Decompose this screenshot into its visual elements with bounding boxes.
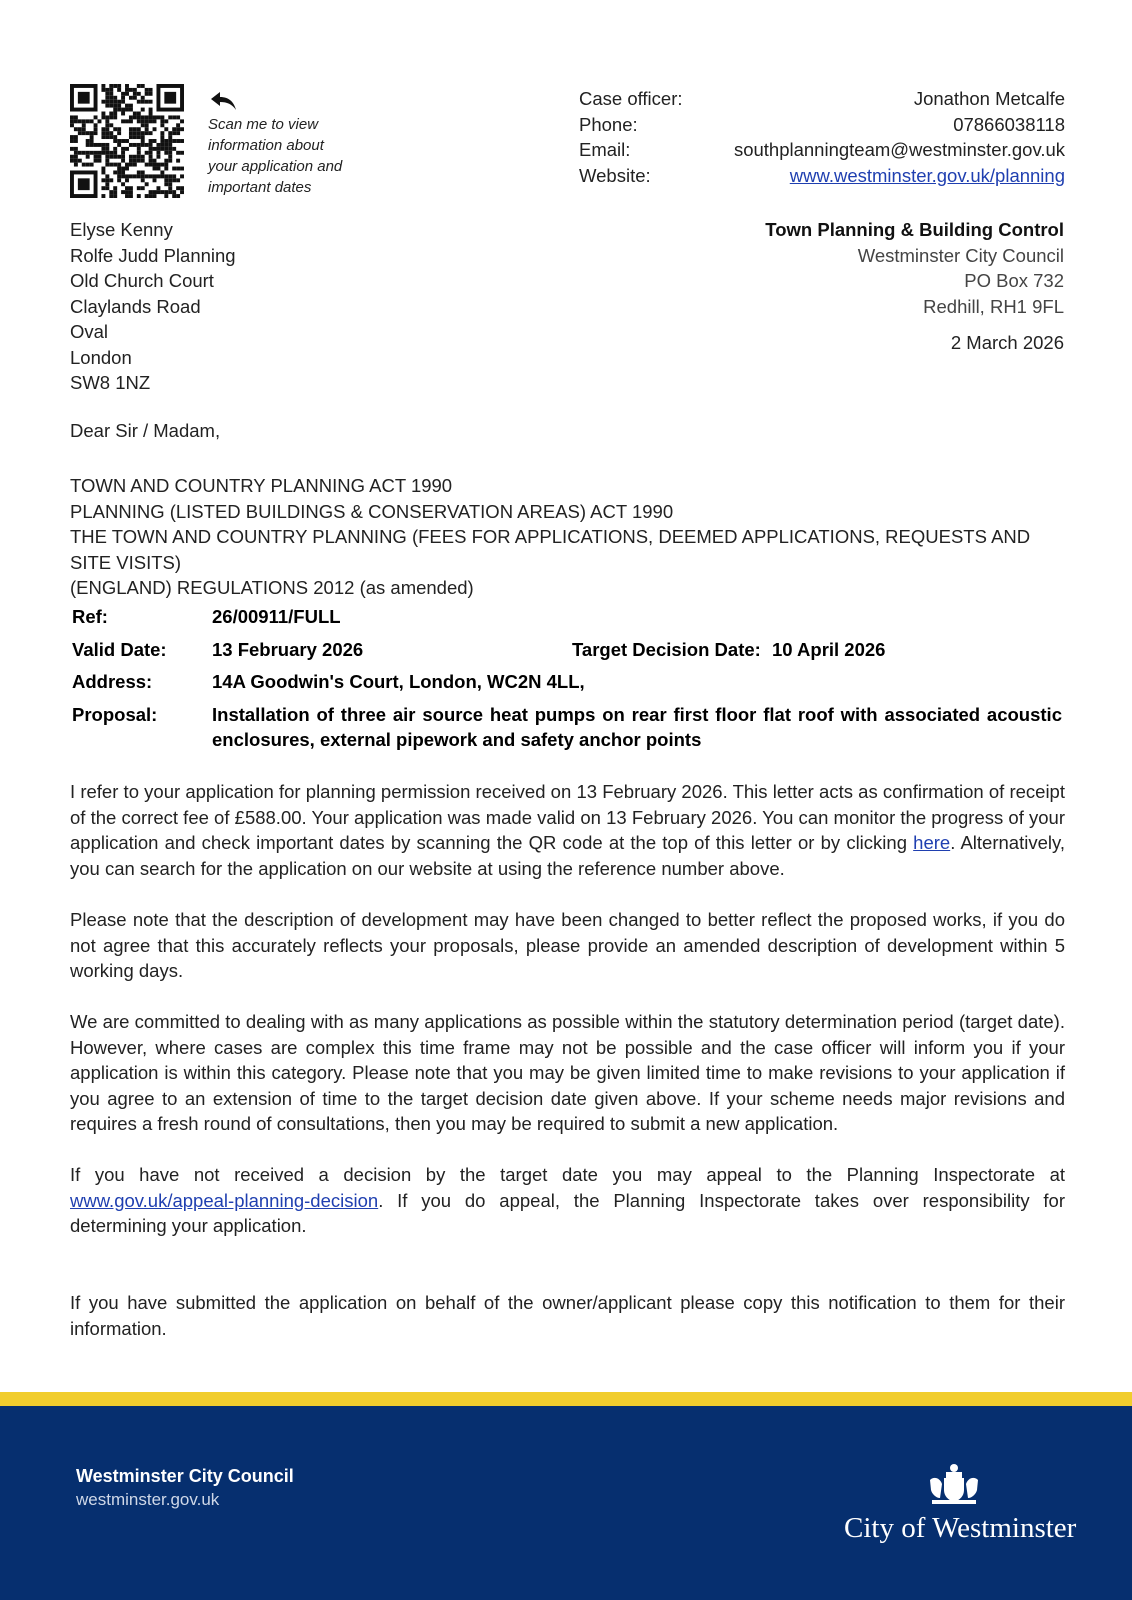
recipient-address [70,217,236,396]
contact-label: Case officer: [579,88,683,109]
footer-stripe [0,1392,1132,1406]
qr-caption-block [208,90,378,198]
details-row-dates [72,637,1062,663]
sender-line: PO Box 732 [964,270,1064,291]
case-officer-name: Jonathon Metcalfe [913,88,1065,109]
contact-label: Website: [579,164,651,186]
paragraph-text: If you have not received a decision by the target date you may appeal to the Planning Inspectorate at [70,1164,1065,1185]
website-link[interactable]: www.westminster.gov.uk/planning [789,164,1065,186]
qr-caption-line: your application and [208,158,343,175]
contact-row-website [579,163,1065,189]
appeal-link[interactable]: www.gov.uk/appeal-planning-decision [70,1189,379,1211]
city-of-westminster-logo: City of Westminster [844,1512,1077,1544]
contact-row-email [579,137,1065,163]
paragraph-appeal [70,1162,1065,1239]
target-date-value: 10 April 2026 [772,638,886,660]
paragraph-determination: We are committed to dealing with as many applications as possible within the statutory determination period (target date). However, where cases are complex this time frame may not be possible and the case officer will inform you if your application is within this category. Please note that you may be given limited time to make revisions to your application if you agree to an extension of time to the target decision date given above. If your scheme needs major revisions and requires a fresh round of consultations, then you may be required to submit a new application. [70,1011,1065,1134]
phone-number: 07866038118 [953,113,1065,135]
act-line: THE TOWN AND COUNTRY PLANNING (FEES FOR APPLICATIONS, DEEMED APPLICATIONS, REQUESTS AND SITE VISITS) [70,526,1031,573]
address-value: 14A Goodwin's Court, London, WC2N 4LL, [212,671,585,692]
ref-label: Ref: [72,606,108,627]
paragraph-confirmation [70,779,1065,881]
recipient-line: Oval [70,321,109,342]
contact-row-officer [579,86,1065,112]
details-row-ref [72,604,1062,630]
recipient-line: London [70,346,132,368]
contact-block [579,86,1065,188]
contact-label: Email: [579,139,631,160]
qr-caption-line: important dates [208,179,312,196]
recipient-line: Claylands Road [70,295,201,317]
legislation-heading [70,473,1070,601]
address-label: Address: [72,671,153,692]
salutation: Dear Sir / Madam, [70,420,221,441]
footer-org-name: Westminster City Council [76,1466,294,1486]
sender-line: Redhill, RH1 9FL [923,295,1064,317]
act-line: PLANNING (LISTED BUILDINGS & CONSERVATION AREAS) ACT 1990 [70,500,674,522]
act-line: (ENGLAND) REGULATIONS 2012 (as amended) [70,577,474,598]
curved-arrow-icon [208,90,238,112]
recipient-line: Elyse Kenny [70,219,173,240]
paragraph-notification: If you have submitted the application on behalf of the owner/applicant please copy this notification to them for their information. [70,1292,1065,1339]
target-date-label: Target Decision Date: [572,638,761,660]
application-link[interactable]: here [913,832,951,853]
proposal-label: Proposal: [72,703,158,725]
recipient-line: Old Church Court [70,270,214,291]
sender-line: Westminster City Council [857,244,1064,266]
qr-code[interactable] [70,84,184,198]
qr-caption [208,114,378,198]
qr-caption-line: Scan me to view [208,116,319,133]
details-row-address [72,669,1062,695]
paragraph-description: Please note that the description of development may have been changed to better reflect the proposed works, if you do not agree that this accurately reflects your proposals, please provide an amended description of development within 5 working days. [70,909,1065,981]
qr-caption-line: information about [208,137,324,154]
valid-date-value: 13 February 2026 [212,638,364,660]
details-row-proposal [72,702,1062,753]
footer-website: westminster.gov.uk [76,1490,220,1509]
recipient-line: SW8 1NZ [70,372,151,393]
contact-row-phone [579,112,1065,138]
letter-date: 2 March 2026 [950,332,1064,353]
proposal-value: Installation of three air source heat pumps on rear first floor flat roof with associated acoustic enclosures, external pipework and safety anchor points [212,703,1062,750]
city-crest-icon [926,1462,982,1506]
application-details [72,604,1062,760]
sender-address [765,217,1064,319]
paragraph-text: . If you do appeal, the Planning Inspectorate takes over responsibility for determining your application. [70,1189,1065,1236]
act-line: TOWN AND COUNTRY PLANNING ACT 1990 [70,475,453,496]
paragraph-text: . Alternatively, you can search for the application on our website at using the reference number above. [70,832,1066,879]
contact-label: Phone: [579,113,638,135]
valid-date-label: Valid Date: [72,638,167,660]
ref-value: 26/00911/FULL [212,606,341,627]
paragraph-text: I refer to your application for planning permission received on 13 February 2026. This letter acts as confirmation of receipt of the correct fee of £588.00. Your application was made valid on 13 February 2026. You can monitor the progress of your application and check important dates by scanning the QR code at the top of this letter or by clicking [70,781,1065,853]
sender-department: Town Planning & Building Control [765,219,1064,240]
email-address: southplanningteam@westminster.gov.uk [733,139,1065,160]
recipient-line: Rolfe Judd Planning [70,244,236,266]
